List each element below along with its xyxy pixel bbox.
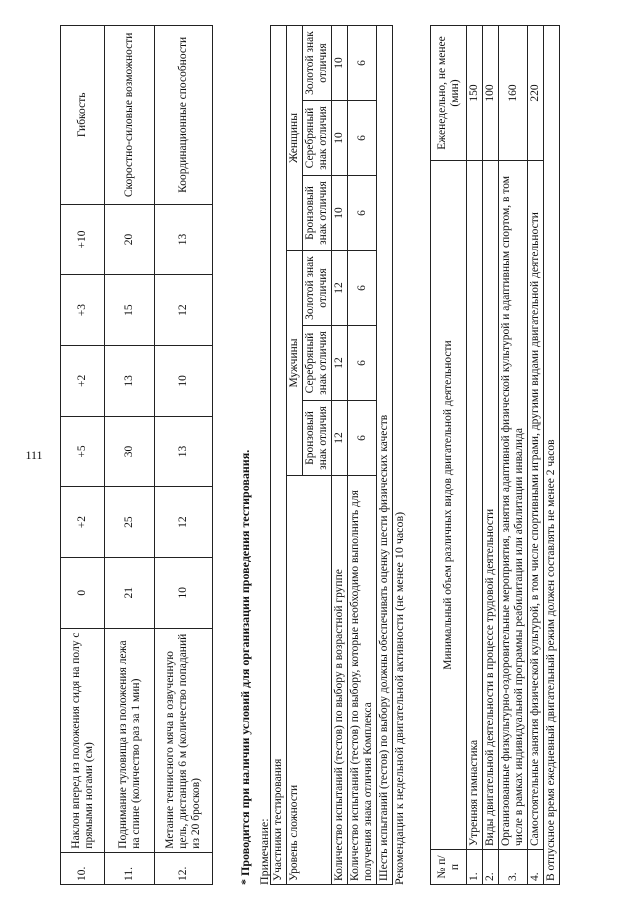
cell-value: 6 [348,251,377,326]
difficulty-table [270,25,393,885]
norm-value: 13 [155,416,213,487]
badge-header: Бронзовый знак отличия [303,176,332,251]
col-weekly-header: Еженедельно, не менее (мин) [431,26,467,161]
minutes-value: 100 [483,26,499,161]
page-number: 111 [25,448,43,462]
activity-label: Утренняя гимнастика [467,161,483,850]
cell-value: 6 [348,401,377,476]
norm-value: 10 [155,557,213,628]
norm-value: 21 [105,557,155,628]
table-row [483,26,499,885]
test-name: Поднимание туловища из положения лежа на спине (количество раз за 1 мин) [105,628,155,852]
row-number: 4. [528,850,544,885]
cell-value: 10 [332,176,348,251]
col-type-header: Минимальный объем различных видов двигательной деятельности [431,161,467,850]
men-header: Мужчины [287,251,303,476]
test-name: Наклон вперед из положения сидя на полу с прямыми ногами (см) [61,628,105,852]
row-number: 3. [499,850,528,885]
badge-header: Бронзовый знак отличия [303,401,332,476]
minutes-value: 160 [499,26,528,161]
women-header: Женщины [287,26,303,251]
badge-header: Золотой знак отличия [303,26,332,101]
table-row [348,26,377,885]
table-row [271,26,287,885]
cell-value: 12 [332,326,348,401]
row-label: Шесть испытаний (тестов) по выбору должны обеспечивать оценку шести физических качеств [377,26,393,885]
norm-value: +2 [61,346,105,417]
activity-label: Виды двигательной деятельности в процессе трудовой деятельности [483,161,499,850]
badge-header: Серебряный знак отличия [303,101,332,176]
physical-quality: Координационные способности [155,26,213,205]
rotated-page-content [60,5,640,885]
activity-label: Самостоятельные занятия физической культурой, в том числе спортивными играми, другими видами двигательной деятельности [528,161,544,850]
physical-quality: Скоростно-силовые возможности [105,26,155,205]
norm-value: 13 [155,204,213,275]
row-number: 12. [155,852,213,884]
cell-value: 6 [348,26,377,101]
row-number: 1. [467,850,483,885]
vacation-note: В отпускное время ежедневный двигательный режим должен составлять не менее 2 часов [544,26,560,885]
test-norms-table [60,25,213,885]
cell-value: 12 [332,251,348,326]
norm-value: +3 [61,275,105,346]
minutes-value: 220 [528,26,544,161]
table-row [544,26,560,885]
norm-value: 12 [155,487,213,558]
row-number: 10. [61,852,105,884]
norm-value: 13 [105,346,155,417]
table-row [431,26,467,885]
participants-label: Участники тестирования [271,26,287,885]
cell-value: 6 [348,101,377,176]
table-row [287,26,303,885]
norm-value: +2 [61,487,105,558]
level-label: Уровень сложности [287,476,332,885]
norm-value: 25 [105,487,155,558]
table-row [105,26,155,885]
cell-value: 10 [332,26,348,101]
cell-value: 12 [332,401,348,476]
test-name: Метание теннисного мяча в озвученную цель, дистанция 6 м (количество попаданий из 20 бросков) [155,628,213,852]
cell-value: 6 [348,176,377,251]
norm-value: 20 [105,204,155,275]
note-label: Примечание: [257,818,271,885]
table-row [467,26,483,885]
footnote: * Проводится при наличии условий для организации проведения тестирования. [238,449,252,885]
table-row [499,26,528,885]
table-row [155,26,213,885]
row-number: 2. [483,850,499,885]
norm-value: +10 [61,204,105,275]
norm-value: 12 [155,275,213,346]
norm-value: +5 [61,416,105,487]
row-label: Количество испытаний (тестов) по выбору в возрастной группе [332,476,348,885]
activity-table [430,25,560,885]
row-label: Количество испытаний (тестов) по выбору, которые необходимо выполнить для получения знака отличия Комплекса [348,476,377,885]
table-row [61,26,105,885]
recommendations-heading: Рекомендации к недельной двигательной активности (не менее 10 часов) [392,511,406,885]
badge-header: Золотой знак отличия [303,251,332,326]
norm-value: 15 [105,275,155,346]
norm-value: 0 [61,557,105,628]
col-number-header: № п/п [431,850,467,885]
cell-value: 6 [348,326,377,401]
table-row [528,26,544,885]
minutes-value: 150 [467,26,483,161]
badge-header: Серебряный знак отличия [303,326,332,401]
cell-value: 10 [332,101,348,176]
norm-value: 10 [155,346,213,417]
table-row [332,26,348,885]
row-number: 11. [105,852,155,884]
norm-value: 30 [105,416,155,487]
activity-label: Организованные физкультурно-оздоровительные мероприятия, занятия адаптивной физической культурой и адаптивным спортом, в том числе в рамках индивидуальной программы реабилитации или абилитации инвалида [499,161,528,850]
table-row [377,26,393,885]
physical-quality: Гибкость [61,26,105,205]
